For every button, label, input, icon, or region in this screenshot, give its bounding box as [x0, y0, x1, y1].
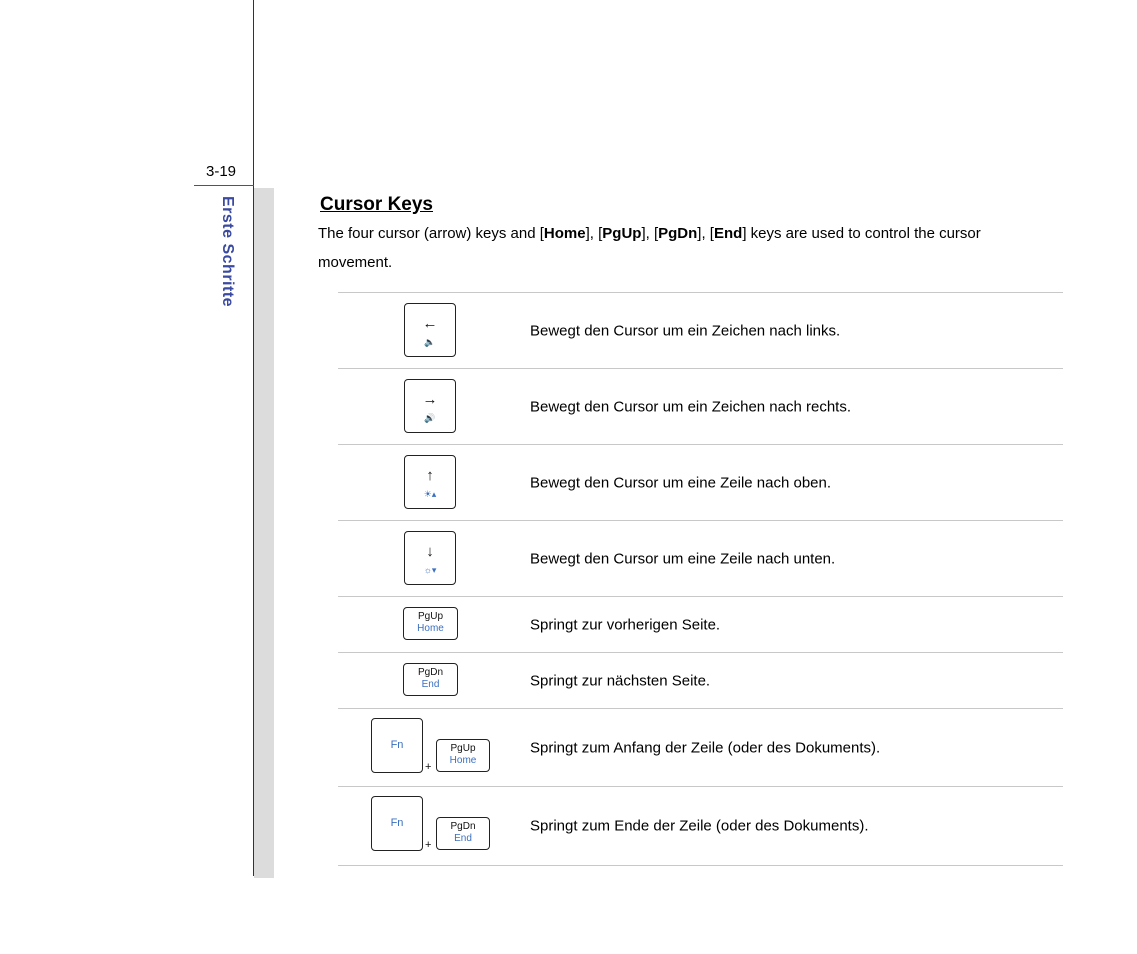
table-row [338, 709, 1063, 787]
intro-text: The four cursor (arrow) keys and [ [318, 225, 544, 242]
row-description: Bewegt den Cursor um eine Zeile nach unten. [530, 550, 836, 567]
table-row [338, 293, 1063, 369]
table-row [338, 653, 1063, 709]
volume-down-icon: 🔈 [424, 337, 436, 347]
intro-text: ], [ [641, 225, 659, 242]
intro-text: ], [ [697, 225, 714, 242]
page-number: 3-19 [206, 163, 237, 180]
right-arrow-key [404, 379, 456, 433]
pgdn-end-key [436, 817, 490, 850]
key-primary-label: PgUp [417, 611, 443, 622]
row-description: Bewegt den Cursor um eine Zeile nach oben. [530, 474, 832, 491]
intro-key-pgdn: PgDn [658, 225, 698, 242]
pgdn-end-key [403, 663, 458, 696]
up-arrow-key [404, 455, 456, 509]
pgup-home-key [403, 607, 458, 640]
table-row [338, 787, 1063, 866]
left-arrow-key [404, 303, 456, 357]
key-secondary-label: End [421, 679, 440, 690]
key-secondary-label: Home [449, 755, 477, 766]
key-primary-label: PgDn [417, 667, 443, 678]
key-primary-label: PgDn [450, 821, 476, 832]
plus-sign: + [425, 761, 432, 773]
key-secondary-label: End [454, 833, 472, 844]
fn-key-label: Fn [390, 817, 404, 829]
intro-key-home: Home [543, 225, 586, 242]
table-row [338, 445, 1063, 521]
intro-paragraph [318, 219, 1048, 277]
key-table [338, 292, 1063, 866]
row-description: Bewegt den Cursor um ein Zeichen nach links. [530, 322, 841, 339]
down-arrow-key [404, 531, 456, 585]
fn-key-label: Fn [390, 739, 404, 751]
row-description: Springt zum Ende der Zeile (oder des Dokuments). [530, 817, 869, 835]
brightness-up-icon: ☀▴ [423, 489, 437, 499]
row-description: Springt zur vorherigen Seite. [530, 616, 721, 633]
up-arrow-icon: ↑ [426, 467, 434, 484]
section-label: Erste Schritte [219, 196, 236, 308]
row-description: Springt zur nächsten Seite. [530, 672, 711, 689]
table-row [338, 369, 1063, 445]
key-secondary-label: Home [417, 623, 444, 634]
intro-key-pgup: PgUp [602, 225, 642, 242]
pgup-home-key [436, 739, 490, 772]
right-arrow-icon: → [422, 391, 438, 408]
fn-key [371, 796, 423, 851]
brightness-down-icon: ☼▾ [423, 565, 437, 575]
volume-up-icon: 🔊 [424, 413, 436, 423]
intro-key-end: End [713, 225, 743, 242]
row-description: Bewegt den Cursor um ein Zeichen nach rechts. [530, 398, 851, 415]
row-description: Springt zum Anfang der Zeile (oder des Dokuments). [530, 739, 881, 756]
key-primary-label: PgUp [450, 743, 476, 754]
left-arrow-icon: ← [422, 315, 438, 332]
down-arrow-icon: ↓ [426, 543, 434, 560]
margin-bar [254, 188, 274, 878]
table-row [338, 521, 1063, 597]
intro-text: ] keys are used to control the cursor movement. [318, 225, 981, 271]
plus-sign: + [425, 839, 432, 851]
intro-text: ], [ [585, 225, 603, 242]
section-heading: Cursor Keys [320, 194, 433, 215]
fn-key [371, 718, 423, 773]
table-row [338, 597, 1063, 653]
page-number-rule [194, 185, 254, 186]
